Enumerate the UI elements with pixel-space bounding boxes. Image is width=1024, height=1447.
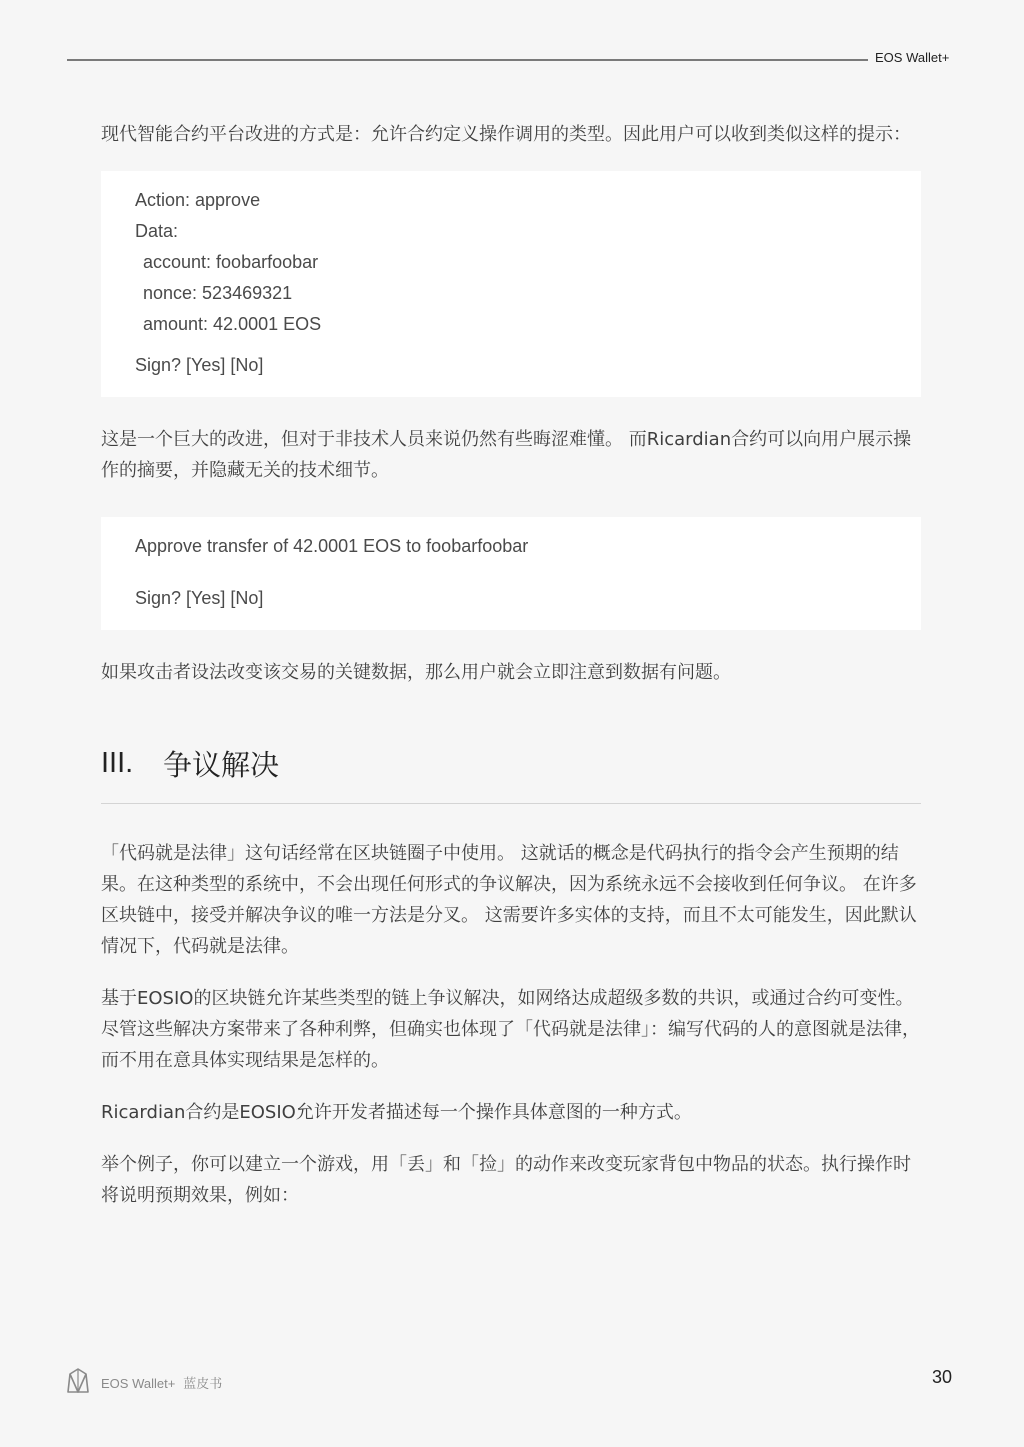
code-block-ricardian-summary [101,517,921,630]
footer-brand: EOS Wallet+ [101,1376,176,1391]
paragraph-code-is-law: 「代码就是法律」这句话经常在区块链圈子中使用。 这就话的概念是代码执行的指令会产生预期的结果。在这种类型的系统中，不会出现任何形式的争议解决，因为系统永远不会接收到任何争议。 在许多区块链中，接受并解决争议的唯一方法是分叉。 这需要许多实体的支持，而且不太可能发生，因此默认情况下，代码就是法律。 [101,843,917,957]
header-divider [67,59,868,61]
footer-label [101,1373,222,1392]
code-line-summary: Approve transfer of 42.0001 EOS to foobarfoobar [135,536,529,556]
section-heading [101,735,921,791]
page-number: 30 [932,1367,953,1387]
paragraph-attacker: 如果攻击者设法改变该交易的关键数据，那么用户就会立即注意到数据有问题。 [101,662,731,683]
code-line-account: account: foobarfoobar [143,252,319,272]
code-line-sign-prompt: Sign? [Yes] [No] [135,588,264,608]
section-number: III. [101,746,134,779]
paragraph-ricardian-intent: Ricardian合约是EOSIO允许开发者描述每一个操作具体意图的一种方式。 [101,1102,692,1123]
code-line-action: Action: approve [135,190,261,210]
code-line-nonce: nonce: 523469321 [143,283,293,303]
footer-subtitle: 蓝皮书 [183,1377,223,1392]
paragraph-game-example: 举个例子，你可以建立一个游戏，用「丢」和「捡」的动作来改变玩家背包中物品的状态。执行操作时将说明预期效果，例如： [101,1154,911,1206]
code-block-raw-action [101,171,921,397]
page-content [101,119,921,1211]
section-title: 争议解决 [163,747,280,782]
code-line-data: Data: [135,221,179,241]
paragraph-eosio-dispute: 基于EOSIO的区块链允许某些类型的链上争议解决，如网络达成超级多数的共识，或通过合约可变性。尽管这些解决方案带来了各种利弊，但确实也体现了「代码就是法律」：编写代码的人的意图就是法律，而不用在意具体实现结果是怎样的。 [101,988,920,1071]
code-line-amount: amount: 42.0001 EOS [143,314,322,334]
eos-logo-icon [66,1368,90,1394]
code-line-sign-prompt: Sign? [Yes] [No] [135,355,264,375]
header-title: EOS Wallet+ [875,50,950,65]
paragraph-improvement: 这是一个巨大的改进，但对于非技术人员来说仍然有些晦涩难懂。 而Ricardian合约可以向用户展示操作的摘要，并隐藏无关的技术细节。 [101,429,912,481]
paragraph-intro: 现代智能合约平台改进的方式是：允许合约定义操作调用的类型。因此用户可以收到类似这样的提示： [101,124,911,145]
